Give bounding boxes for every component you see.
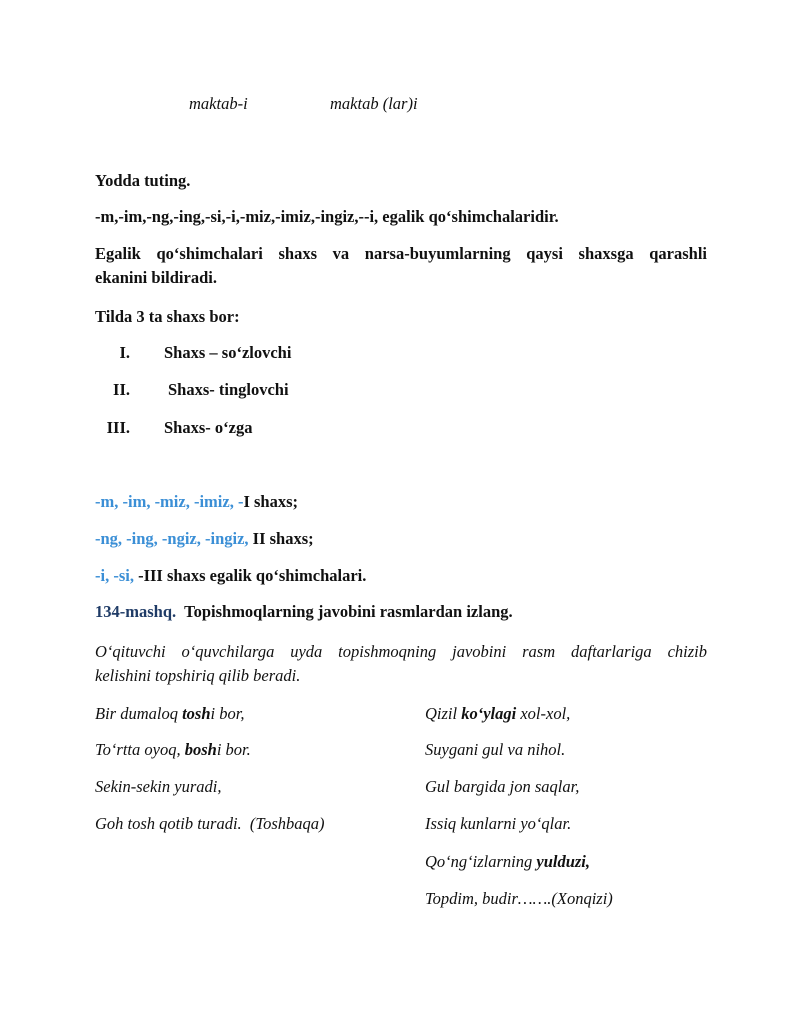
riddle-keyword: yulduzi, — [536, 852, 591, 871]
riddle-text: xol-xol, — [516, 704, 571, 723]
section-heading: Yodda tuting. — [95, 171, 191, 190]
riddle-keyword: tosh — [182, 704, 211, 723]
riddle-right-line-3 — [425, 777, 579, 797]
riddle-text: Bir dumaloq — [95, 704, 183, 723]
riddle-text: i bor. — [216, 740, 251, 759]
example-word-left: maktab-i — [189, 94, 248, 113]
instruction-line-2: kelishini topshiriq qilib beradi. — [95, 666, 301, 685]
riddle-text: Issiq kunlarni yo‘qlar. — [425, 814, 572, 833]
riddle-text: Sekin-sekin yuradi, — [95, 777, 222, 796]
riddle-left-line-1 — [95, 704, 244, 724]
riddle-text: Topdim, budir…….(Xonqizi) — [425, 889, 613, 908]
person-item-3 — [90, 418, 252, 438]
suffix-list-line: -m,-im,-ng,-ing,-si,-i,-miz,-imiz,-ingiz,--i, egalik qo‘shimchalaridir. — [95, 207, 559, 226]
riddle-text: Goh tosh qotib turadi. (Toshbaqa) — [95, 814, 325, 833]
explanation-line-1: Egalik qo‘shimchalari shaxs va narsa-buyumlarning qaysi shaxsga qarashli — [95, 244, 707, 263]
rule-text: -III shaxs egalik qo‘shimchalari. — [133, 566, 367, 585]
rule-text: I shaxs; — [243, 492, 298, 511]
riddle-right-line-5 — [425, 852, 590, 872]
riddle-left-line-2 — [95, 740, 251, 760]
riddle-right-line-4 — [425, 814, 571, 834]
person-text: Shaxs- tinglovchi — [168, 380, 289, 399]
suffix-highlight: -m, -im, -miz, -imiz, - — [95, 492, 244, 511]
riddle-left-line-4 — [95, 814, 325, 834]
rule-second-person — [95, 529, 314, 549]
rule-text: II shaxs; — [248, 529, 314, 548]
explanation-line-2: ekanini bildiradi. — [95, 268, 217, 287]
riddle-keyword: bosh — [184, 740, 217, 759]
riddle-text: To‘rtta oyoq, — [95, 740, 185, 759]
suffix-highlight: -i, -si, — [95, 566, 134, 585]
suffix-highlight: -ng, -ing, -ngiz, -ingiz, — [95, 529, 249, 548]
person-item-2 — [90, 380, 289, 400]
example-word-right: maktab (lar)i — [330, 94, 418, 113]
exercise-title: Topishmoqlarning javobini rasmlardan izlang. — [176, 602, 513, 621]
riddle-text: i bor, — [210, 704, 245, 723]
person-number: II. — [113, 380, 130, 399]
instruction-line-1: O‘qituvchi o‘quvchilarga uyda topishmoqning javobini rasm daftarlariga chizib — [95, 642, 707, 661]
exercise-heading — [95, 602, 513, 622]
riddle-left-line-3 — [95, 777, 221, 797]
rule-third-person — [95, 566, 366, 586]
person-number: III. — [106, 418, 130, 437]
exercise-label: 134-mashq. — [95, 602, 177, 621]
riddle-right-line-6 — [425, 889, 613, 909]
riddle-right-line-1 — [425, 704, 570, 724]
person-text: Shaxs- o‘zga — [164, 418, 253, 437]
riddle-keyword: ko‘ylagi — [461, 704, 517, 723]
person-item-1 — [90, 343, 291, 363]
persons-intro: Tilda 3 ta shaxs bor: — [95, 307, 240, 326]
riddle-text: Gul bargida jon saqlar, — [425, 777, 580, 796]
person-text: Shaxs – so‘zlovchi — [164, 343, 292, 362]
rule-first-person — [95, 492, 298, 512]
person-number: I. — [119, 343, 130, 362]
riddle-text: Qo‘ng‘izlarning — [425, 852, 537, 871]
riddle-right-line-2 — [425, 740, 565, 760]
riddle-text: Qizil — [425, 704, 462, 723]
riddle-text: Suygani gul va nihol. — [425, 740, 566, 759]
